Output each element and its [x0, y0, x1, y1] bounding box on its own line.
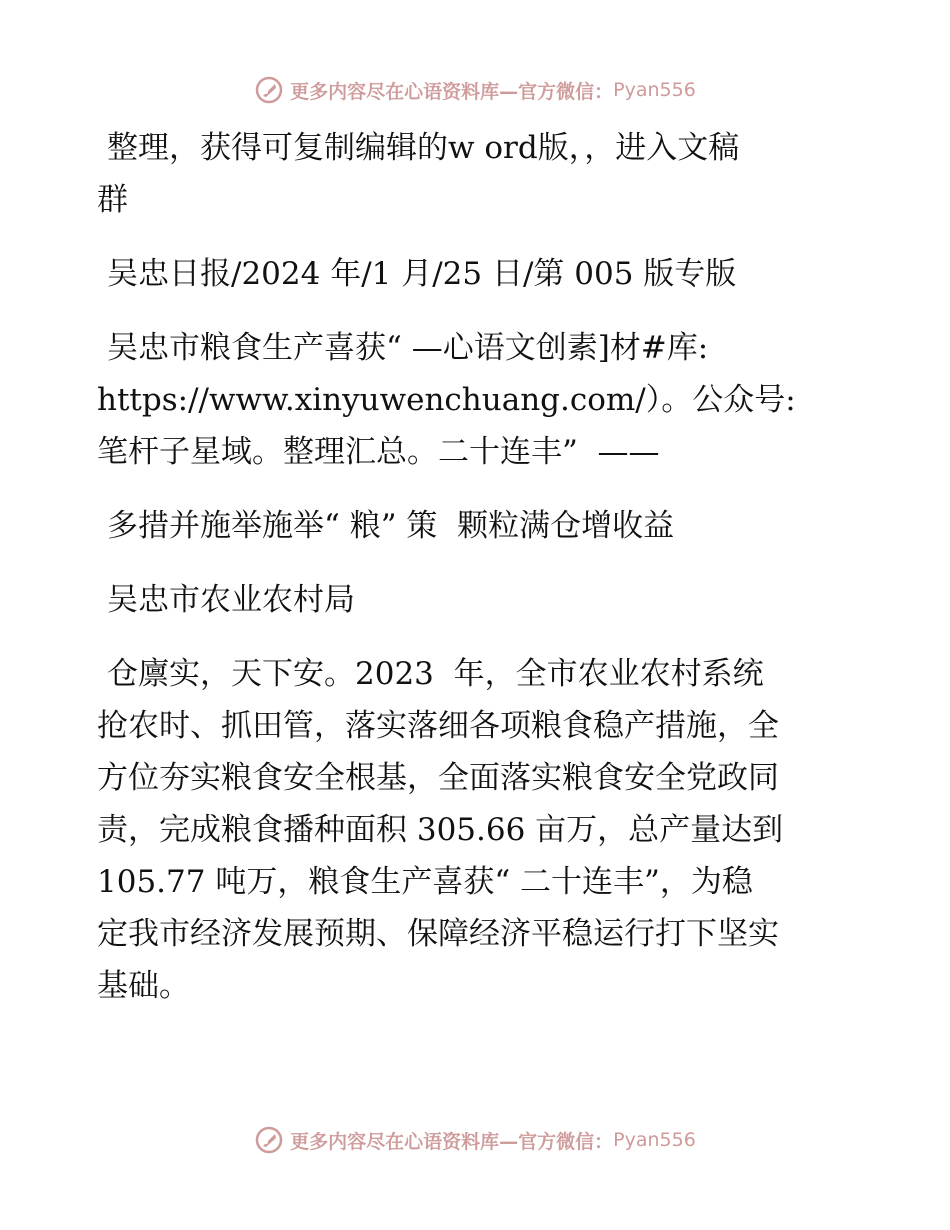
title-line-3: 笔杆子星域。整理汇总。二十连丰” ——	[97, 434, 660, 470]
banner-brand-text: 更多内容尽在心语资料库—官方微信：	[290, 1130, 614, 1153]
source-line: 吴忠日报/2024 年/1 月/25 日/第 005 版专版	[107, 256, 737, 292]
body-line-3: 方位夯实粮食安全根基，全面落实粮食安全党政同	[97, 760, 779, 796]
header-watermark	[0, 70, 950, 110]
author-line: 吴忠市农业农村局	[107, 582, 355, 618]
intro-line-1: 整理，获得可复制编辑的w ord版，，进入文稿	[107, 130, 740, 166]
body-line-1: 仓廪实，天下安。2023 年，全市农业农村系统	[107, 656, 764, 692]
body-line-7: 基础。	[97, 968, 190, 1004]
body-line-6: 定我市经济发展预期、保障经济平稳运行打下坚实	[97, 916, 779, 952]
intro-line-2: 群	[97, 182, 128, 218]
title-line-2: https://www.xinyuwenchuang.com/）。公众号:	[97, 382, 796, 418]
footer-watermark	[0, 1120, 950, 1160]
body-line-4: 责，完成粮食播种面积 305.66 亩万，总产量达到	[97, 812, 784, 848]
title-line-1: 吴忠市粮食生产喜获“ —心语文创素]材#库:	[107, 330, 709, 366]
document-body	[97, 122, 857, 1012]
quill-circle-icon	[254, 1125, 284, 1155]
banner-wechat-id: Pyan556	[613, 79, 696, 101]
quill-circle-icon	[254, 75, 284, 105]
body-line-5: 105.77 吨万，粮食生产喜获“ 二十连丰”，为稳	[97, 864, 753, 900]
banner-brand-text: 更多内容尽在心语资料库—官方微信：	[290, 80, 614, 103]
headline: 多措并施举施举“ 粮” 策 颗粒满仓增收益	[107, 508, 675, 544]
body-line-2: 抢农时、抓田管，落实落细各项粮食稳产措施，全	[97, 708, 779, 744]
banner-wechat-id: Pyan556	[613, 1129, 696, 1151]
